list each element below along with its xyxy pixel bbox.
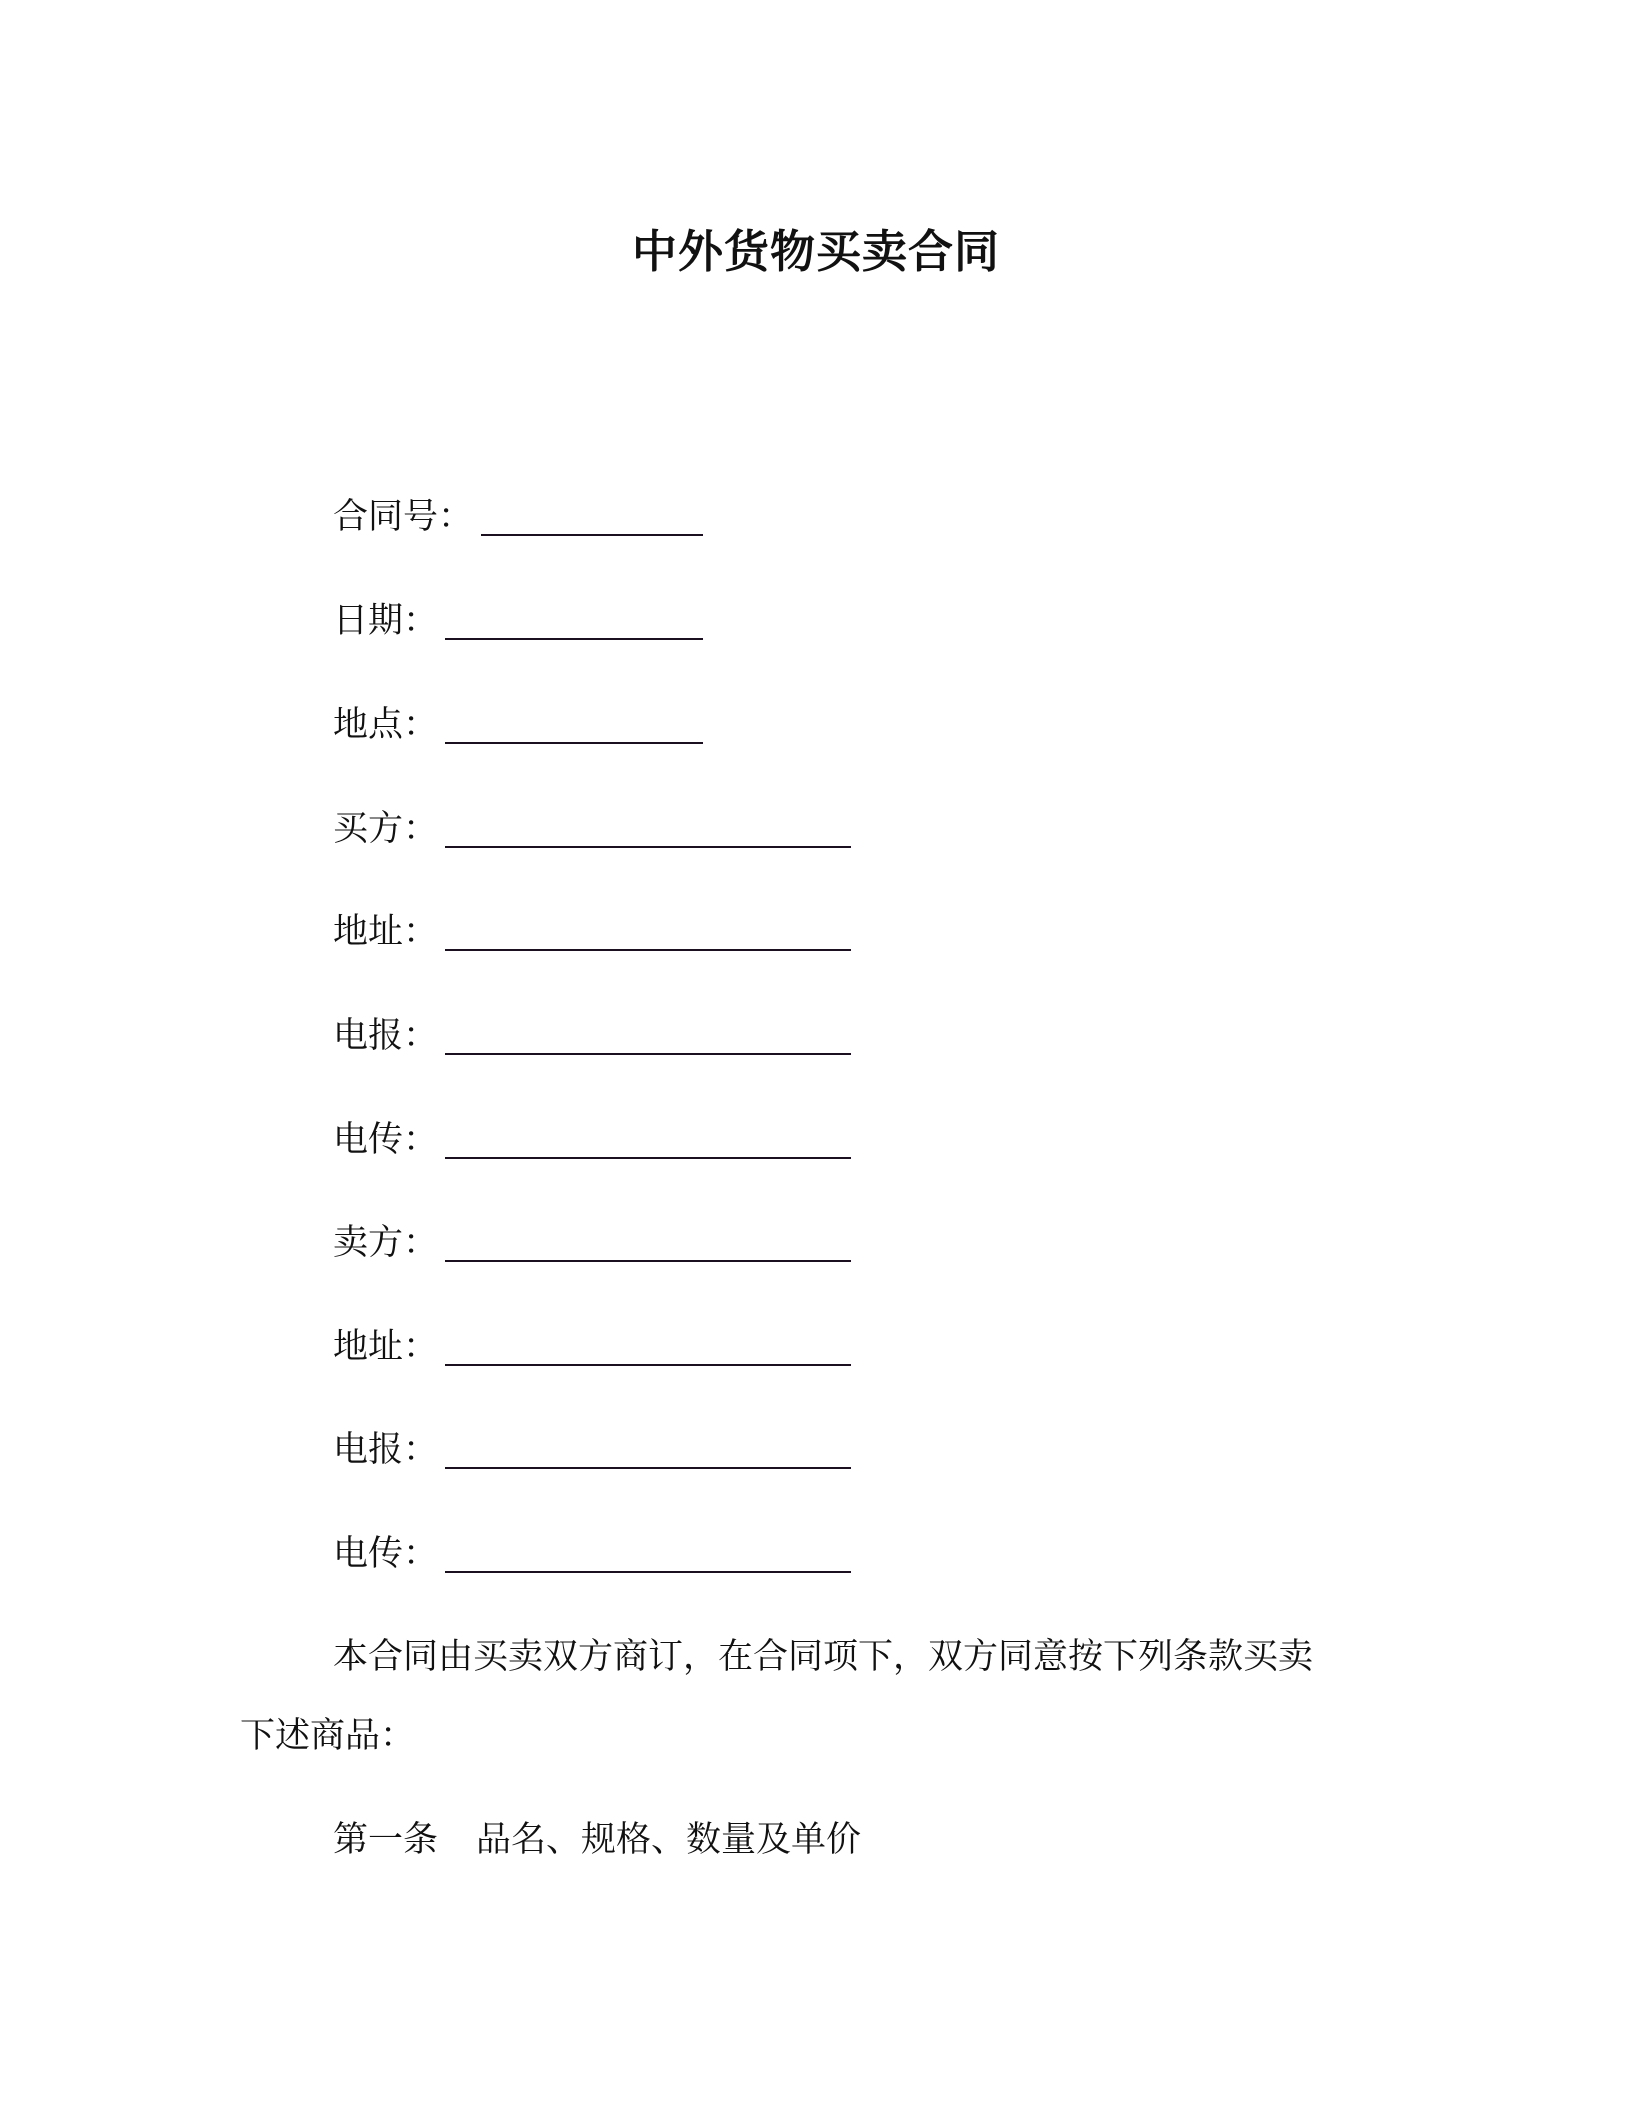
contract-number-field — [333, 492, 473, 542]
seller-telex-label: 电传： — [333, 1534, 439, 1574]
seller-address-field — [333, 1322, 438, 1372]
buyer-field — [333, 804, 438, 854]
date-field — [333, 596, 438, 646]
seller-address-label: 地址： — [333, 1327, 439, 1367]
buyer-address-label: 地址： — [333, 912, 439, 952]
buyer-blank[interactable] — [445, 846, 851, 848]
contract-number-blank[interactable] — [481, 534, 703, 536]
seller-telex-field — [333, 1529, 438, 1579]
date-label: 日期： — [333, 601, 439, 641]
buyer-telegram-label: 电报： — [333, 1016, 439, 1056]
seller-telegram-field — [333, 1425, 438, 1475]
seller-telegram-label: 电报： — [333, 1430, 439, 1470]
seller-field — [333, 1218, 438, 1268]
seller-address-blank[interactable] — [445, 1364, 851, 1366]
buyer-telegram-blank[interactable] — [445, 1053, 851, 1055]
buyer-address-field — [333, 907, 438, 957]
seller-blank[interactable] — [445, 1260, 851, 1262]
seller-telex-blank[interactable] — [445, 1571, 851, 1573]
buyer-telex-label: 电传： — [333, 1120, 439, 1160]
buyer-address-blank[interactable] — [445, 949, 851, 951]
document-title: 中外货物买卖合同 — [631, 225, 1000, 278]
contract-number-label: 合同号： — [333, 497, 474, 537]
buyer-label: 买方： — [333, 809, 439, 849]
buyer-telex-blank[interactable] — [445, 1157, 851, 1159]
location-blank[interactable] — [445, 742, 703, 744]
seller-label: 卖方： — [333, 1223, 439, 1263]
intro-paragraph-line2: 下述商品： — [240, 1716, 416, 1756]
article-1-heading — [333, 1815, 861, 1865]
location-label: 地点： — [333, 705, 439, 745]
buyer-telegram-field — [333, 1011, 438, 1061]
intro-paragraph-line1: 本合同由买卖双方商订，在合同项下，双方同意按下列条款买卖 — [333, 1637, 1314, 1677]
article-1-number: 第一条 — [333, 1820, 439, 1860]
buyer-telex-field — [333, 1115, 438, 1165]
location-field — [333, 700, 438, 750]
date-blank[interactable] — [445, 638, 703, 640]
article-1-title: 品名、规格、数量及单价 — [476, 1820, 862, 1860]
seller-telegram-blank[interactable] — [445, 1467, 851, 1469]
